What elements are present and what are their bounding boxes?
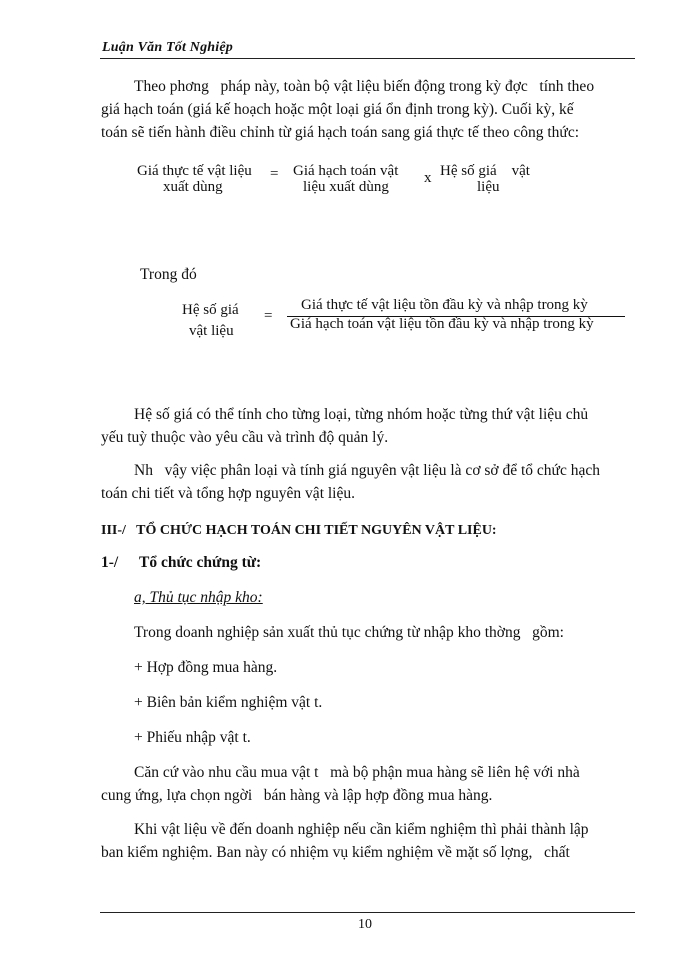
formula-1-right-line-2: liệu — [477, 179, 500, 195]
sub-subsection-title: a, Thủ tục nhập kho: — [134, 589, 263, 606]
paragraph-5-line-1: Khi vật liệu về đến doanh nghiệp nếu cần kiểm nghiệm thì phải thành lập — [134, 821, 589, 838]
page-number: 10 — [358, 917, 372, 932]
paragraph-2-line-1: Hệ số giá có thể tính cho từng loại, từng nhóm hoặc từng thứ vật liệu chủ — [134, 406, 589, 423]
footer-rule — [100, 912, 635, 913]
formula-1-equals: = — [270, 166, 279, 182]
section-heading: III-/ TỔ CHỨC HẠCH TOÁN CHI TIẾT NGUYÊN VẬT LIỆU: — [101, 523, 497, 538]
formula-1-left-line-2: xuất dùng — [163, 179, 223, 195]
header-rule — [100, 58, 635, 59]
formula-2-equals: = — [264, 308, 273, 324]
formula-1-times: x — [424, 170, 432, 186]
where-label: Trong đó — [140, 266, 197, 283]
subsection-number: 1-/ — [101, 554, 119, 571]
list-intro: Trong doanh nghiệp sản xuất thủ tục chứng từ nhập kho thờng gồm: — [134, 624, 564, 641]
list-item-3: + Phiếu nhập vật t. — [134, 729, 251, 746]
paragraph-3-line-1: Nh vậy việc phân loại và tính giá nguyên vật liệu là cơ sở để tổ chức hạch — [134, 462, 600, 479]
paragraph-1-line-2: giá hạch toán (giá kế hoạch hoặc một loại giá ổn định trong kỳ). Cuối kỳ, kế — [101, 101, 574, 118]
paragraph-1-line-3: toán sẽ tiến hành điều chỉnh từ giá hạch toán sang giá thực tế theo công thức: — [101, 124, 580, 141]
formula-2-left-line-1: Hệ số giá — [182, 302, 239, 318]
paragraph-4-line-1: Căn cứ vào nhu cầu mua vật t mà bộ phận mua hàng sẽ liên hệ với nhà — [134, 764, 580, 781]
formula-1-middle-line-2: liệu xuất dùng — [303, 179, 389, 195]
subsection-title: Tổ chức chứng từ: — [139, 554, 262, 571]
list-item-1: + Hợp đồng mua hàng. — [134, 659, 278, 676]
formula-2-numerator: Giá thực tế vật liệu tồn đầu kỳ và nhập trong kỳ — [301, 297, 588, 313]
formula-2-denominator: Giá hạch toán vật liệu tồn đầu kỳ và nhập trong kỳ — [290, 316, 594, 332]
formula-1-right-line-1: Hệ số giá vật — [440, 163, 530, 179]
formula-1-middle-line-1: Giá hạch toán vật — [293, 163, 399, 179]
paragraph-4-line-2: cung ứng, lựa chọn ngời bán hàng và lập hợp đồng mua hàng. — [101, 787, 493, 804]
running-header-title: Luận Văn Tốt Nghiệp — [102, 40, 233, 55]
paragraph-5-line-2: ban kiểm nghiệm. Ban này có nhiệm vụ kiểm nghiệm về mặt số lợng, chất — [101, 844, 570, 861]
formula-2-left-line-2: vật liệu — [189, 323, 234, 339]
paragraph-2-line-2: yếu tuỳ thuộc vào yêu cầu và trình độ quản lý. — [101, 429, 389, 446]
list-item-2: + Biên bản kiểm nghiệm vật t. — [134, 694, 323, 711]
paragraph-3-line-2: toán chi tiết và tổng hợp nguyên vật liệu. — [101, 485, 355, 502]
formula-1-left-line-1: Giá thực tế vật liệu — [137, 163, 252, 179]
paragraph-1-line-1: Theo phơng pháp này, toàn bộ vật liệu biến động trong kỳ đợc tính theo — [134, 78, 595, 95]
